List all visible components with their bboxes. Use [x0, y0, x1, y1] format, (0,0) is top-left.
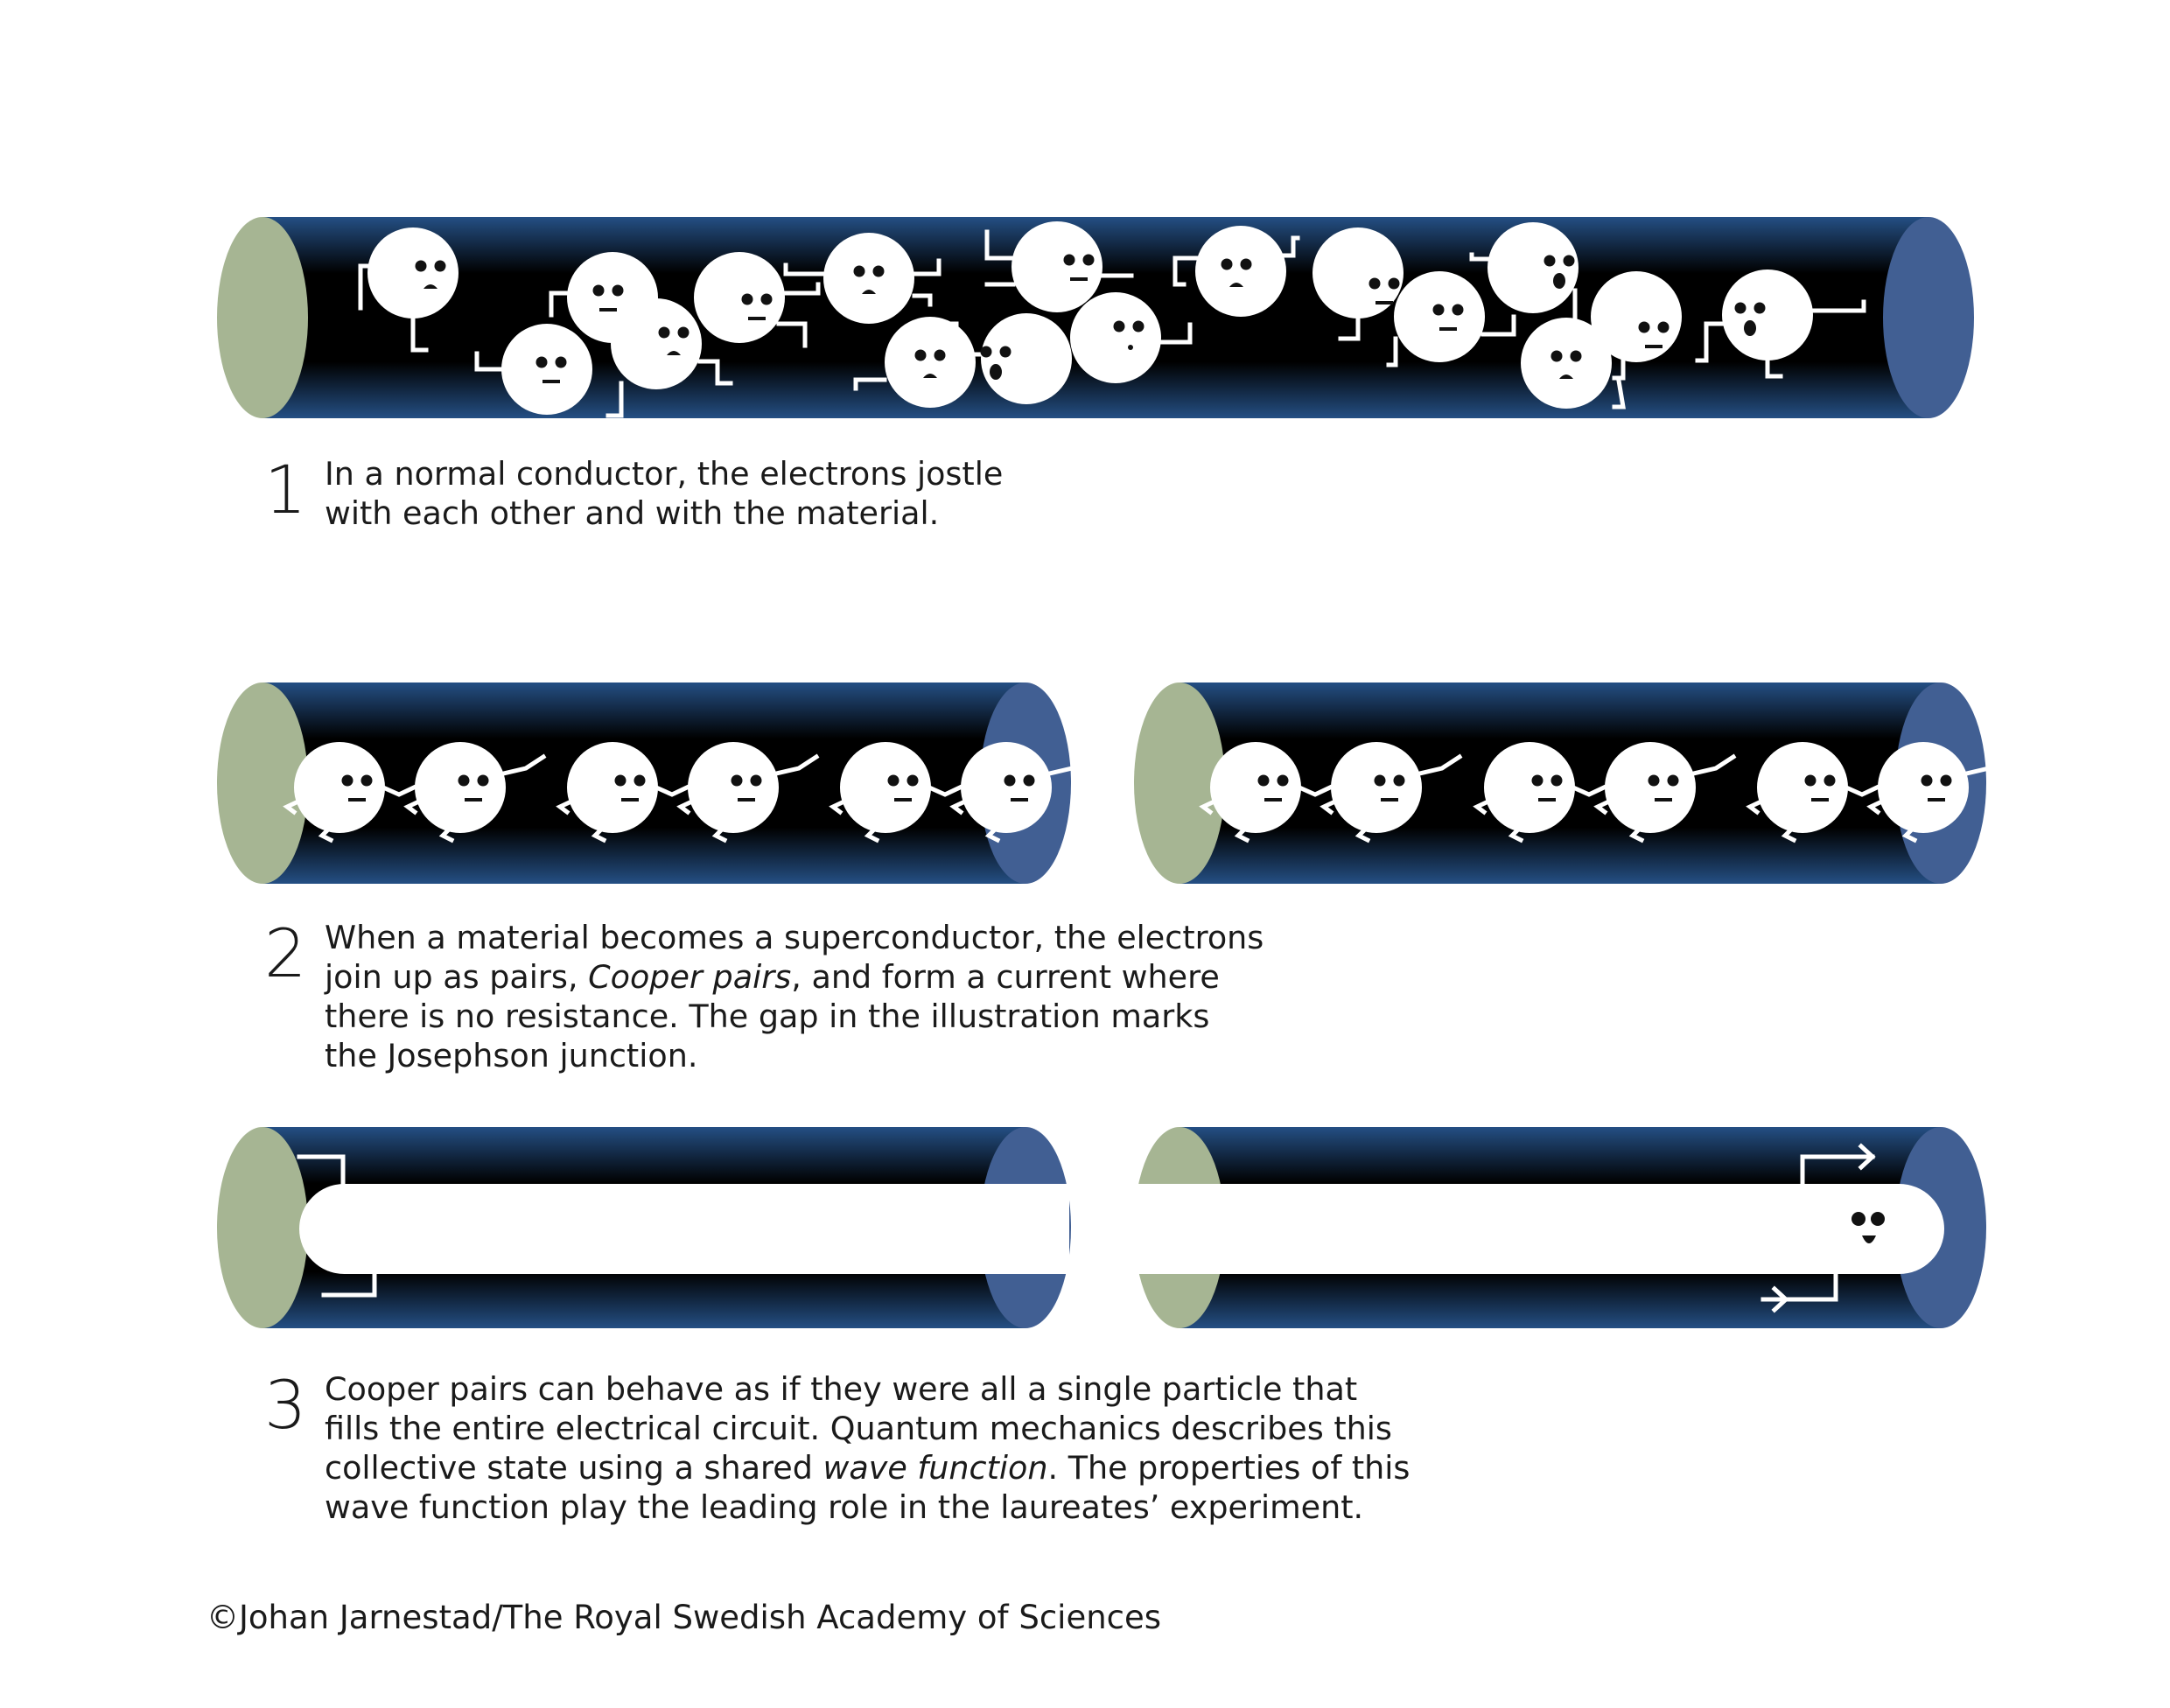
electron-eye	[732, 775, 743, 787]
electron-mouth	[1381, 798, 1398, 802]
step-2-line: When a material becomes a superconductor, the electrons	[325, 919, 1264, 956]
electron-eye	[1375, 775, 1386, 787]
electron-eye	[1735, 303, 1746, 314]
electron-body	[1605, 742, 1696, 833]
electron-eye	[1452, 304, 1464, 316]
electron-body	[415, 742, 506, 833]
electron-body	[501, 324, 592, 415]
electron-eye	[593, 285, 605, 297]
electron-body	[981, 313, 1072, 404]
electron-body	[567, 742, 658, 833]
electron-body	[1394, 271, 1485, 362]
electron-eye	[678, 327, 690, 339]
electron-eye	[1024, 775, 1035, 787]
wave-body-right	[1096, 1184, 1944, 1274]
electron-body	[1312, 228, 1404, 318]
italic-term: wave function	[822, 1449, 1048, 1487]
step-1-number: 1	[264, 451, 307, 528]
step-3-line: fills the entire electrical circuit. Quantum mechanics describes this	[325, 1410, 1392, 1447]
electron-eye	[1658, 322, 1670, 333]
step-3-line: Cooper pairs can behave as if they were all a single particle that	[325, 1370, 1358, 1408]
electron-eye	[1369, 278, 1381, 290]
electron-eye	[1394, 775, 1405, 787]
electron-mouth	[621, 798, 639, 802]
electron-body	[1488, 222, 1578, 313]
electron-eye	[1668, 775, 1679, 787]
electron-eye	[1805, 775, 1816, 787]
electron-mouth	[738, 798, 755, 802]
step-2-line: there is no resistance. The gap in the illustration marks	[325, 998, 1210, 1035]
electron-body	[611, 298, 702, 389]
copyright-credit: ©Johan Jarnestad/The Royal Swedish Academy of Sciences	[206, 1599, 1162, 1636]
electron-body	[1210, 742, 1301, 833]
electron-eye	[1114, 321, 1125, 332]
electron-mouth	[1264, 798, 1282, 802]
electron-eye	[1564, 256, 1575, 267]
step-3-number: 3	[264, 1366, 307, 1444]
electron-body	[1012, 221, 1102, 312]
electron-eye	[1571, 351, 1582, 362]
electron-eye	[1083, 255, 1095, 266]
electron-mouth	[1811, 798, 1829, 802]
electron-mouth	[542, 380, 560, 383]
step-1-line: In a normal conductor, the electrons jostle	[325, 455, 1004, 493]
electron-eye	[659, 327, 670, 339]
electron-mouth	[465, 798, 482, 802]
electron-mouth	[348, 798, 366, 802]
step-1-line: with each other and with the material.	[325, 494, 940, 532]
electron-eye	[854, 266, 865, 277]
electron-eye	[342, 775, 354, 787]
electron-body	[840, 742, 931, 833]
electron-body	[823, 233, 914, 324]
electron-eye	[915, 350, 927, 361]
electron-mouth	[1439, 327, 1457, 331]
tube-end-left	[217, 1127, 308, 1328]
electron-eye	[888, 775, 900, 787]
electron-body	[885, 317, 976, 408]
electron-eye	[761, 294, 773, 305]
electron-eye	[1004, 775, 1016, 787]
electron-eye	[1551, 351, 1563, 362]
step-3-line: wave function play the leading role in the laureates’ experiment.	[325, 1488, 1364, 1526]
electron-eye	[634, 775, 646, 787]
electron-eye	[1532, 775, 1544, 787]
electron-body	[1757, 742, 1848, 833]
electron-body	[294, 742, 385, 833]
electron-eye	[1639, 322, 1650, 333]
electron-eye	[1258, 775, 1270, 787]
electron-eye	[1754, 303, 1766, 314]
electron-eye	[1133, 321, 1144, 332]
electron-eye	[1941, 775, 1952, 787]
electron-eye	[1064, 255, 1075, 266]
electron-eye	[416, 261, 427, 272]
electron-eye	[1389, 278, 1400, 290]
electron-eye	[742, 294, 753, 305]
electron-body	[368, 228, 458, 318]
electron-eye	[615, 775, 626, 787]
step-3-line: collective state using a shared wave function. The properties of this	[325, 1449, 1410, 1487]
electron-body	[1331, 742, 1422, 833]
electron-eye	[478, 775, 489, 787]
electron-eye	[1922, 775, 1933, 787]
electron-eye	[612, 285, 624, 297]
electron-eye	[458, 775, 470, 787]
wave-eye	[1871, 1212, 1885, 1226]
wave-body-left	[299, 1184, 1069, 1274]
electron-mouth	[894, 798, 912, 802]
tube-end-right	[1883, 217, 1974, 418]
step-3-caption	[325, 1369, 1410, 1527]
electron-eye	[1222, 259, 1233, 270]
electron-body	[1722, 270, 1813, 360]
electron-eye	[873, 266, 885, 277]
electron-body	[1591, 271, 1682, 362]
electron-eye	[981, 346, 992, 358]
electron-eye	[1551, 775, 1563, 787]
electron-mouth	[1553, 273, 1565, 289]
electron-eye	[361, 775, 373, 787]
electron-mouth	[1128, 345, 1133, 350]
electron-eye	[536, 357, 548, 368]
electron-eye	[907, 775, 919, 787]
electron-eye	[751, 775, 762, 787]
step-1-caption	[325, 454, 1003, 533]
electron-eye	[435, 261, 446, 272]
electron-mouth	[599, 308, 617, 312]
electron-eye	[1241, 259, 1252, 270]
electron-eye	[1648, 775, 1660, 787]
wave-eye	[1852, 1212, 1866, 1226]
electron-mouth	[1744, 320, 1756, 336]
electron-eye	[1824, 775, 1836, 787]
electron-mouth	[1011, 798, 1028, 802]
electron-mouth	[990, 364, 1002, 380]
electron-body	[1195, 226, 1286, 317]
electron-body	[1484, 742, 1575, 833]
electron-eye	[1000, 346, 1012, 358]
step-2-line: join up as pairs, Cooper pairs, and form a current where	[325, 958, 1220, 996]
italic-term: Cooper pairs	[588, 958, 792, 996]
electron-body	[1070, 292, 1161, 383]
electron-mouth	[1645, 345, 1662, 348]
electron-eye	[1544, 256, 1556, 267]
step-2-line: the Josephson junction.	[325, 1037, 698, 1074]
electron-mouth	[1928, 798, 1945, 802]
step-2-caption	[325, 918, 1264, 1075]
electron-body	[961, 742, 1052, 833]
electron-mouth	[748, 317, 766, 320]
electron-body	[1878, 742, 1969, 833]
electron-mouth	[1538, 798, 1556, 802]
electron-mouth	[1655, 798, 1672, 802]
electron-body	[688, 742, 779, 833]
electron-mouth	[1070, 277, 1088, 281]
electron-eye	[556, 357, 567, 368]
electron-mouth	[1376, 301, 1393, 304]
electron-eye	[1278, 775, 1289, 787]
electron-eye	[934, 350, 946, 361]
step-2-number: 2	[264, 914, 307, 992]
electron-eye	[1433, 304, 1445, 316]
tube-end-left	[217, 217, 308, 418]
